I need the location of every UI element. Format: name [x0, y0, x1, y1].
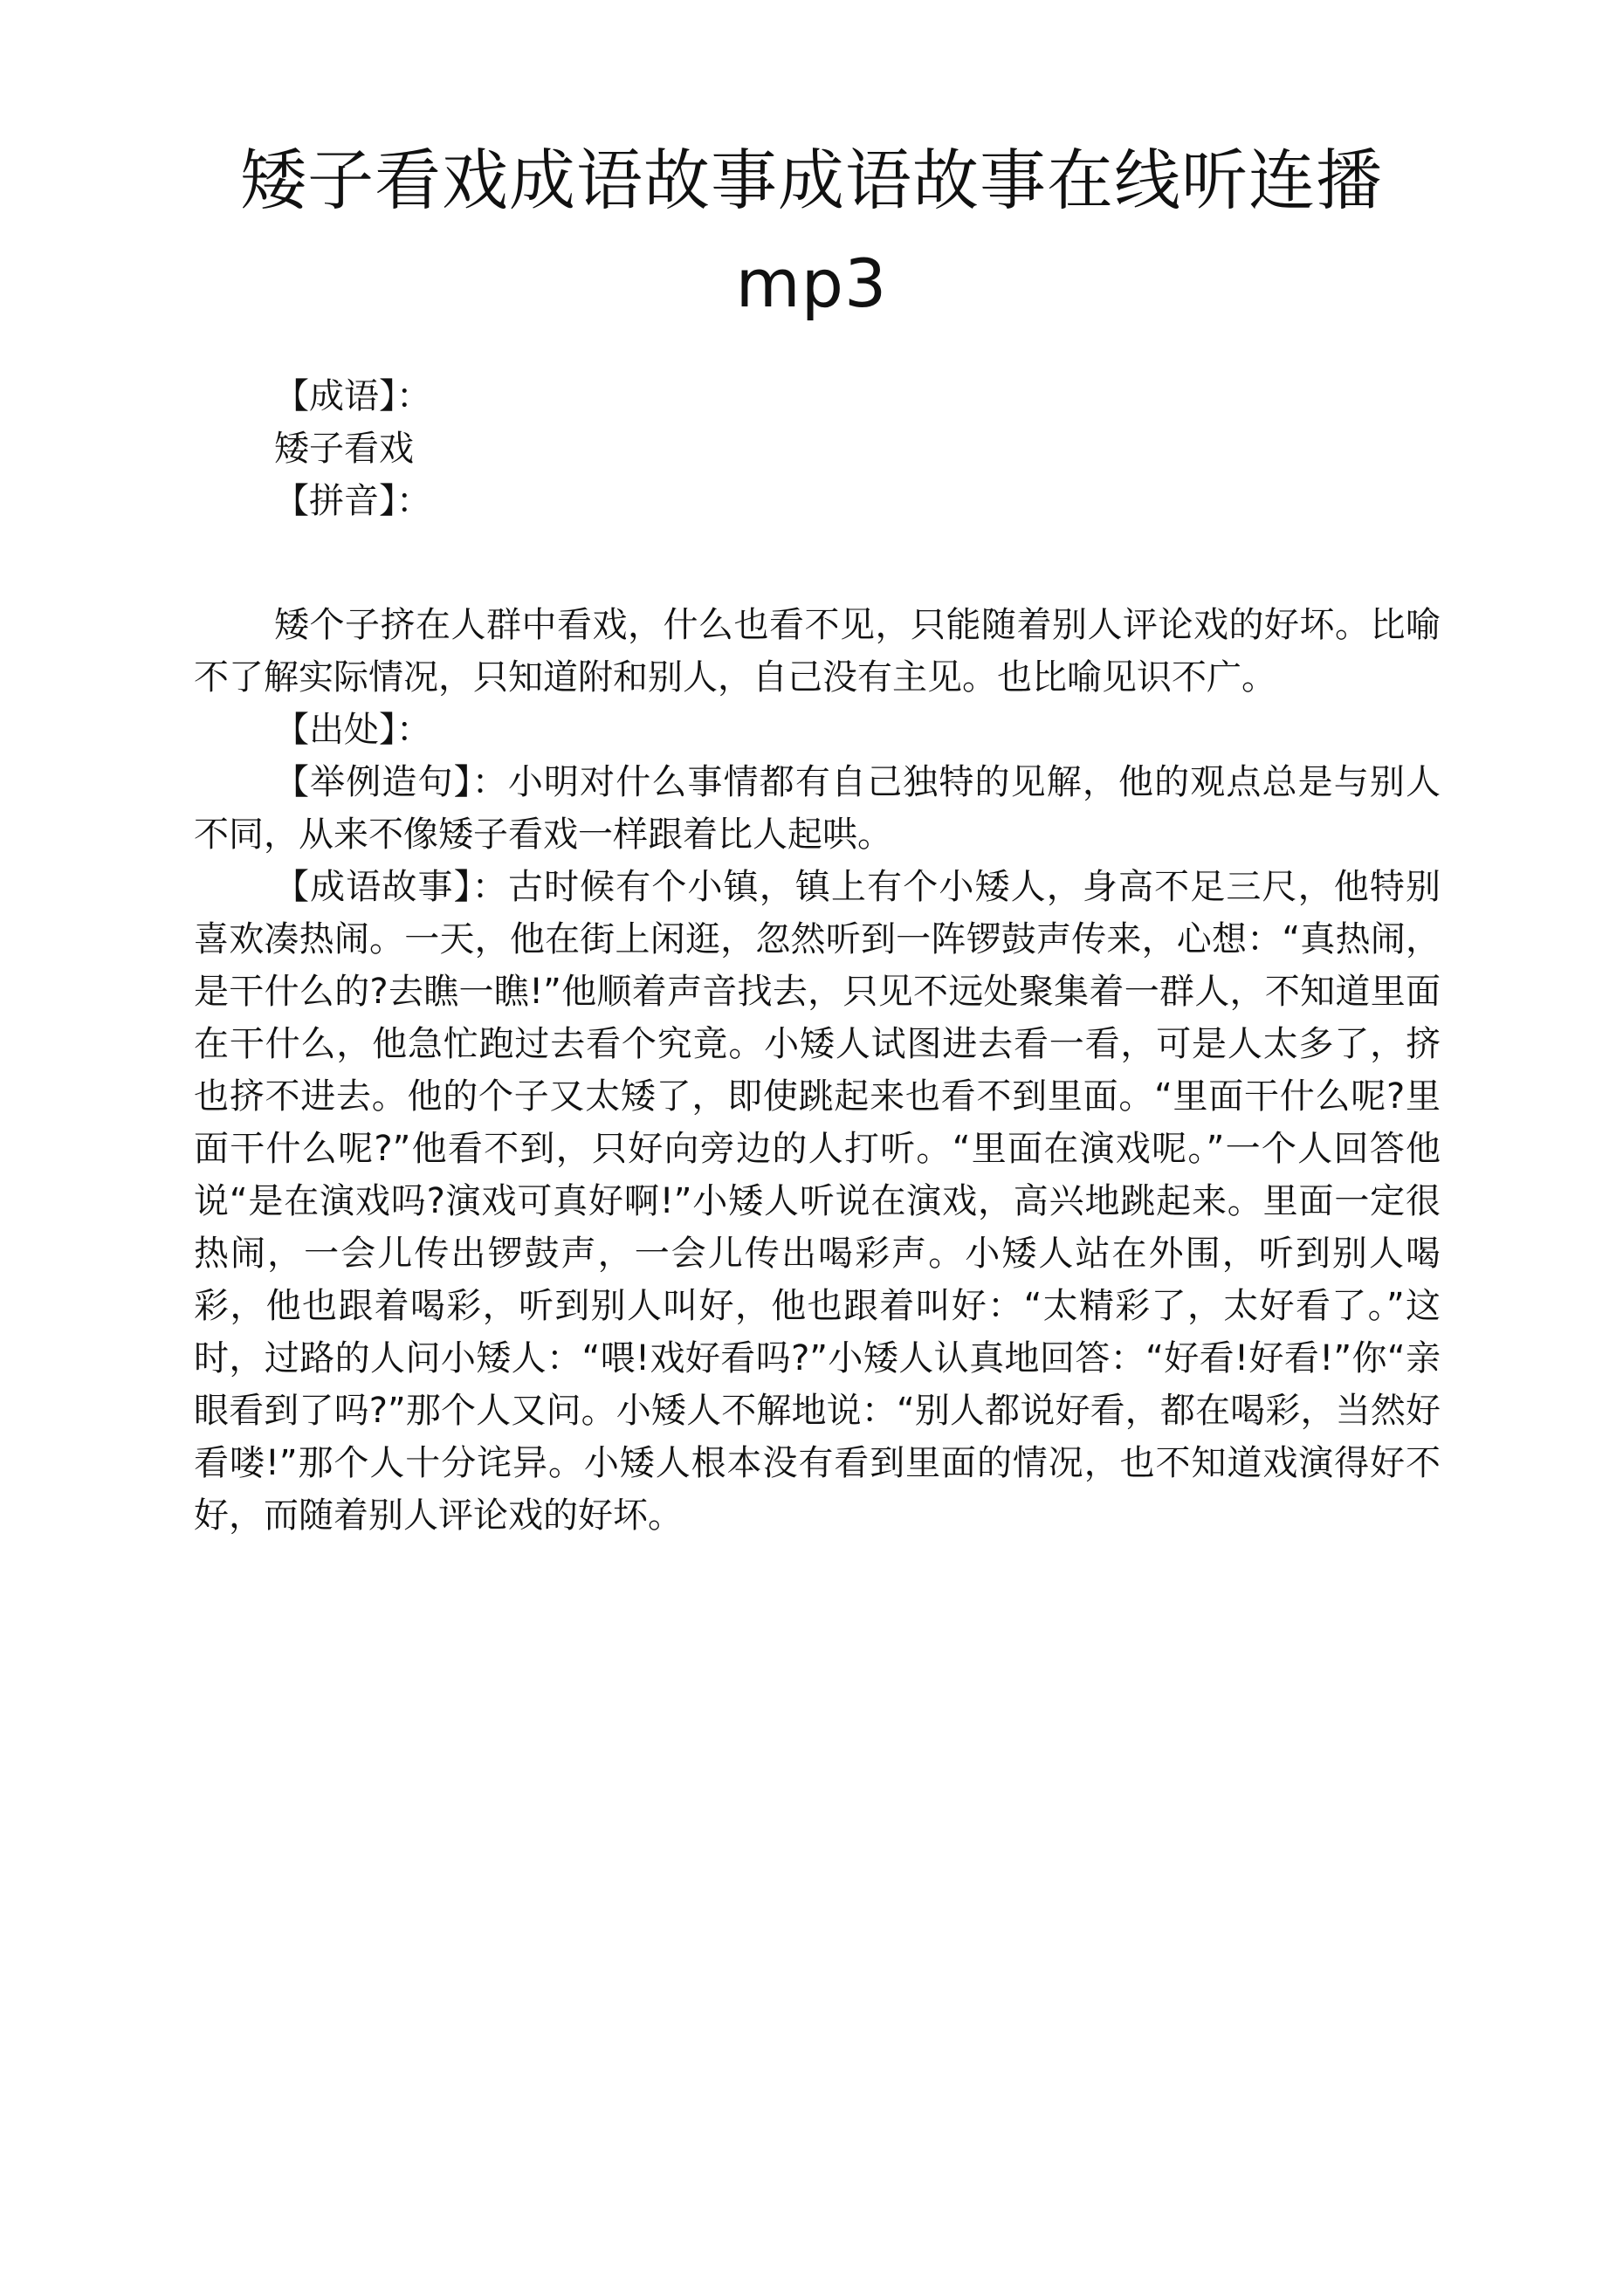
- title-line-1: 矮子看戏成语故事成语故事在线听连播: [240, 141, 1383, 219]
- document-body: [194, 370, 1441, 1542]
- label-pinyin: 【拼音】：: [274, 481, 431, 521]
- title-line-2: mp3: [735, 244, 888, 322]
- document-title: [175, 129, 1448, 335]
- definition-paragraph: 矮个子挤在人群中看戏，什么也看不见，只能随着别人评论戏的好坏。比喻不了解实际情况，只知道附和别人，自己没有主见。也比喻见识不广。: [194, 605, 1441, 698]
- label-idiom: 【成语】：: [274, 376, 431, 416]
- story-paragraph: 【成语故事】：古时候有个小镇，镇上有个小矮人，身高不足三尺，他特别喜欢凑热闹。一天，他在街上闲逛，忽然听到一阵锣鼓声传来，心想：“真热闹，是干什么的?去瞧一瞧!”他顺着声音找去，只见不远处聚集着一群人，不知道里面在干什么，他急忙跑过去看个究竟。小矮人试图进去看一看，可是人太多了，挤也挤不进去。他的个子又太矮了，即使跳起来也看不到里面。“里面干什么呢?里面干什么呢?”他看不到，只好向旁边的人打听。“里面在演戏呢。”一个人回答他说“是在演戏吗?演戏可真好啊!”小矮人听说在演戏，高兴地跳起来。里面一定很热闹，一会儿传出锣鼓声，一会儿传出喝彩声。小矮人站在外围，听到别人喝彩，他也跟着喝彩，听到别人叫好，他也跟着叫好：“太精彩了，太好看了。”这时，过路的人问小矮人：“喂!戏好看吗?”小矮人认真地回答：“好看!好看!”你“亲眼看到了吗?”那个人又问。小矮人不解地说：“别人都说好看，都在喝彩，当然好看喽!”那个人十分诧异。小矮人根本没有看到里面的情况，也不知道戏演得好不好，而随着别人评论戏的好坏。: [194, 867, 1441, 1536]
- label-source: 【出处】：: [274, 710, 431, 750]
- spacer: [194, 527, 1441, 599]
- idiom-text: 矮子看戏: [274, 429, 414, 469]
- example-paragraph: 【举例造句】：小明对什么事情都有自己独特的见解，他的观点总是与别人不同，从来不像矮子看戏一样跟着比人起哄。: [194, 762, 1441, 855]
